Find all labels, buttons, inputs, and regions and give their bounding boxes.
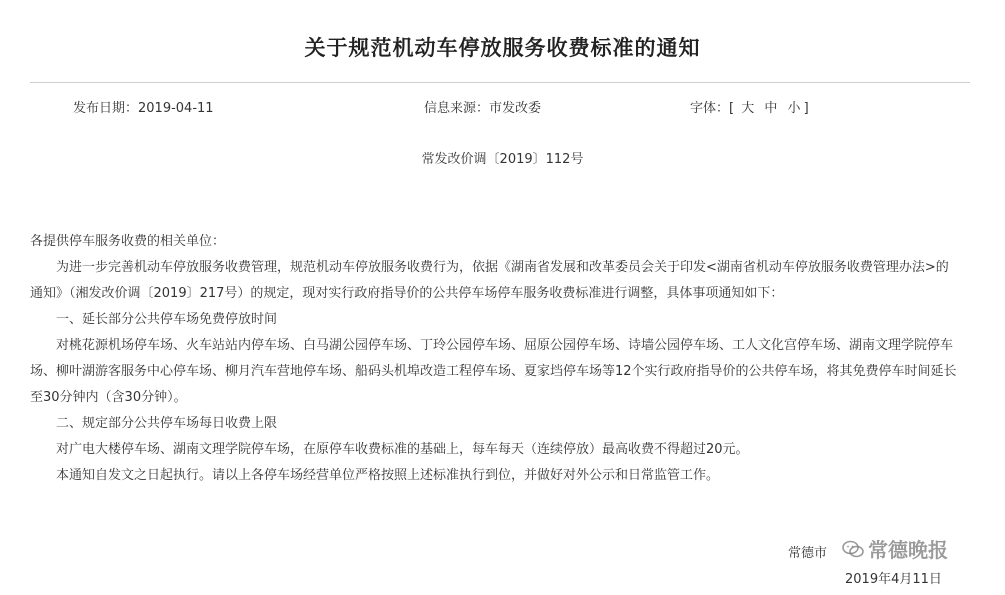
document-number: 常发改价调〔2019〕112号	[421, 152, 584, 167]
font-size-label: 字体：	[690, 101, 730, 116]
paragraph-section-1: 对桃花源机场停车场、火车站站内停车场、白马湖公园停车场、丁玲公园停车场、屈原公园停车场、诗墙公园停车场、工人文化宫停车场、湖南文理学院停车场、柳叶湖游客服务中心停车场、柳月汽车营地停车场、船码头机埠改造工程停车场、夏家垱停车场等12个实行政府指导价的公共停车场，将其免费停车时间延长至30分钟内（含30分钟）。	[30, 338, 957, 405]
salutation: 各提供停车服务收费的相关单位：	[30, 234, 226, 249]
font-large-link[interactable]: 大	[741, 101, 755, 116]
publish-date: 发布日期：2019-04-11	[73, 101, 214, 116]
wechat-icon	[842, 540, 864, 558]
font-small-link[interactable]: 小	[787, 101, 801, 116]
watermark	[842, 534, 948, 563]
info-source: 信息来源：市发改委	[424, 101, 542, 116]
paragraph-closing: 本通知自发文之日起执行。请以上各停车场经营单位严格按照上述标准执行到位，并做好对外公示和日常监管工作。	[56, 468, 720, 483]
section-heading-2: 二、规定部分公共停车场每日收费上限	[56, 416, 278, 431]
signature-org: 常德市	[788, 546, 828, 561]
paragraph-section-2: 对广电大楼停车场、湖南文理学院停车场，在原停车收费标准的基础上，每车每天（连续停放）最高收费不得超过20元。	[56, 442, 749, 457]
notice-body	[30, 255, 960, 489]
watermark-text: 常德晚报	[868, 538, 948, 562]
font-bracket-open: [	[729, 101, 735, 116]
font-size-control	[690, 97, 809, 116]
page-title: 关于规范机动车停放服务收费标准的通知	[304, 36, 701, 60]
paragraph-intro: 为进一步完善机动车停放服务收费管理，规范机动车停放服务收费行为，依据《湖南省发展和改革委员会关于印发<湖南省机动车停放服务收费管理办法>的通知》（湘发改价调〔2019〕217号）的规定，现对实行政府指导价的公共停车场停车服务收费标准进行调整，具体事项通知如下：	[30, 260, 949, 301]
section-heading-1: 一、延长部分公共停车场免费停放时间	[56, 312, 278, 327]
font-medium-link[interactable]: 中	[764, 101, 778, 116]
font-bracket-close: ]	[803, 101, 809, 116]
signature-date: 2019年4月11日	[845, 572, 942, 587]
title-divider	[30, 82, 970, 83]
